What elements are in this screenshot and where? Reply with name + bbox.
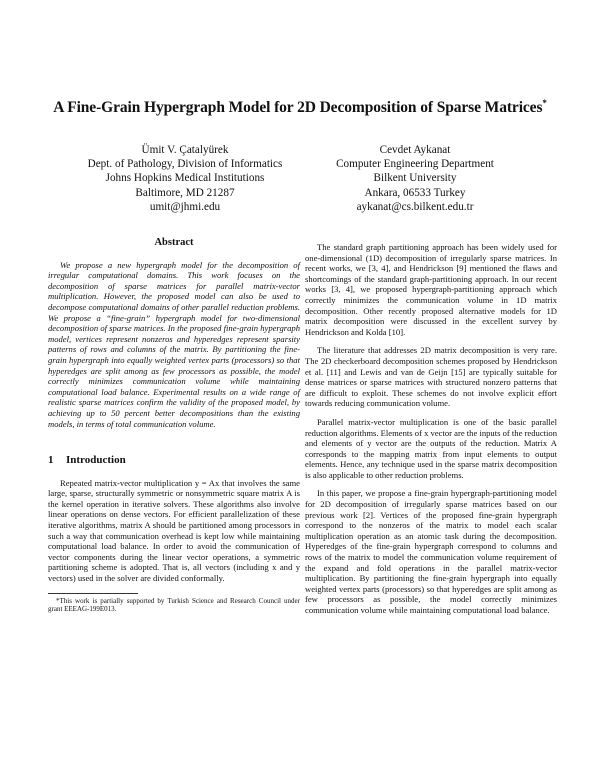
footnote: *This work is partially supported by Turkish Science and Research Council under grant EEEAG-199E013. xyxy=(48,596,300,614)
author-affiliation: Computer Engineering Department xyxy=(336,158,494,171)
author-block-1 xyxy=(60,143,310,214)
author-institution: Johns Hopkins Medical Institutions xyxy=(105,172,265,185)
body-paragraph: The standard graph partitioning approach has been widely used for one-dimensional (1D) decomposition of irregularly sparse matrices. In recent works, we [3, 4], and Hendrickson [9] mentioned the flaws and shortcomings of the standard graph-partitioning approach. In our recent works [3, 4], we proposed hypergraph-partitioning approach which correctly minimizes the communication volume in 1D matrix decomposition. Other recently proposed alternative models for 1D matrix decomposition were discussed in the excellent survey by Hendrickson and Kolda [10]. xyxy=(305,242,557,337)
title-text: A Fine-Grain Hypergraph Model for 2D Decomposition of Sparse Matrices xyxy=(53,99,543,117)
author-affiliation: Dept. of Pathology, Division of Informatics xyxy=(87,158,283,171)
author-address: Ankara, 06533 Turkey xyxy=(364,186,466,199)
body-paragraph: Parallel matrix-vector multiplication is one of the basic parallel reduction algorithms. Elements of x vector are the inputs of the reduction and elements of y vector are the outputs of the reduction. Matrix A corresponds to the mapping matrix from input elements to output elements. Hence, any technique used in the sparse matrix decomposition is also applicable to other reduction problems. xyxy=(305,416,558,480)
author-name: Cevdet Aykanat xyxy=(379,144,451,156)
title-footnote-mark: * xyxy=(542,98,547,108)
abstract-heading: Abstract xyxy=(154,237,194,248)
author-email[interactable]: aykanat@cs.bilkent.edu.tr xyxy=(356,200,474,213)
author-institution: Bilkent University xyxy=(373,172,457,185)
author-address: Baltimore, MD 21287 xyxy=(135,186,235,199)
section-title: Introduction xyxy=(66,454,126,467)
section-number: 1 xyxy=(48,454,54,467)
author-name: Ümit V. Çatalyürek xyxy=(141,144,229,156)
abstract-text: We propose a new hypergraph model for the decomposition of irregular computational domains. This work focuses on the decomposition of sparse matrices for parallel matrix-vector multiplication. However, the proposed model can also be used to decompose computational domains of other parallel reduction problems. We propose a “fine-grain” hypergraph model for two-dimensional decomposition of sparse matrices. In the proposed fine-grain hypergraph model, vertices represent nonzeros and hyperedges represent sparsity patterns of rows and columns of the matrix. By partitioning the fine-grain hypergraph into equally weighted vertex parts (processors) so that hyperedges are split among as few processors as possible, the model correctly minimizes communication volume while maintaining computational load balance. Experimental results on a wide range of realistic sparse matrices confirm the validity of the proposed model, by achieving up to 50 percent better decompositions than the existing models, in terms of total communication volume. xyxy=(48,259,300,429)
body-paragraph: In this paper, we propose a fine-grain hypergraph-partitioning model for 2D decomposition of irregularly sparse matrices based on our previous work [2]. Vertices of the proposed fine-grain hypergraph correspond to the nonzeros of the matrix to model each scalar multiplication operation as an atomic task during the decomposition. Hyperedges of the fine-grain hypergraph correspond to columns and rows of the matrix to model the communication volume requirement of the expand and fold operations in the parallel matrix-vector multiplication. By partitioning the fine-grain hypergraph into equally weighted vertex parts (processors) so that hyperedges are split among as few processors as possible, the model correctly minimizes communication volume while maintaining computational load balance. xyxy=(305,488,557,615)
section-heading xyxy=(48,455,300,466)
left-column xyxy=(48,238,300,614)
author-email[interactable]: umit@jhmi.edu xyxy=(149,200,221,213)
paper-title xyxy=(0,98,600,117)
footnote-divider xyxy=(48,593,138,594)
author-block-2 xyxy=(290,143,540,214)
body-paragraph: Repeated matrix-vector multiplication y = Ax that involves the same large, sparse, structurally symmetric or nonsymmetric square matrix A is the kernel operation in iterative solvers. These algorithms also involve linear operations on dense vectors. For efficient parallelization of these iterative algorithms, matrix A should be partitioned among processors in such a way that communication overhead is kept low while maintaining computational load balance. In order to avoid the communication of vector components during the linear vector operations, a symmetric partitioning scheme is adopted. That is, all vectors (including x and y vectors) used in the solver are divided conformally. xyxy=(48,477,300,584)
right-column xyxy=(305,242,557,624)
body-paragraph: The literature that addresses 2D matrix decomposition is very rare. The 2D checkerboard decomposition schemes proposed by Hendrickson et al. [11] and Lewis and van de Geijn [15] are typically suitable for dense matrices or sparse matrices with structured nonzero patterns that are difficult to exploit. These schemes do not involve explicit effort towards reducing communication volume. xyxy=(305,345,557,409)
